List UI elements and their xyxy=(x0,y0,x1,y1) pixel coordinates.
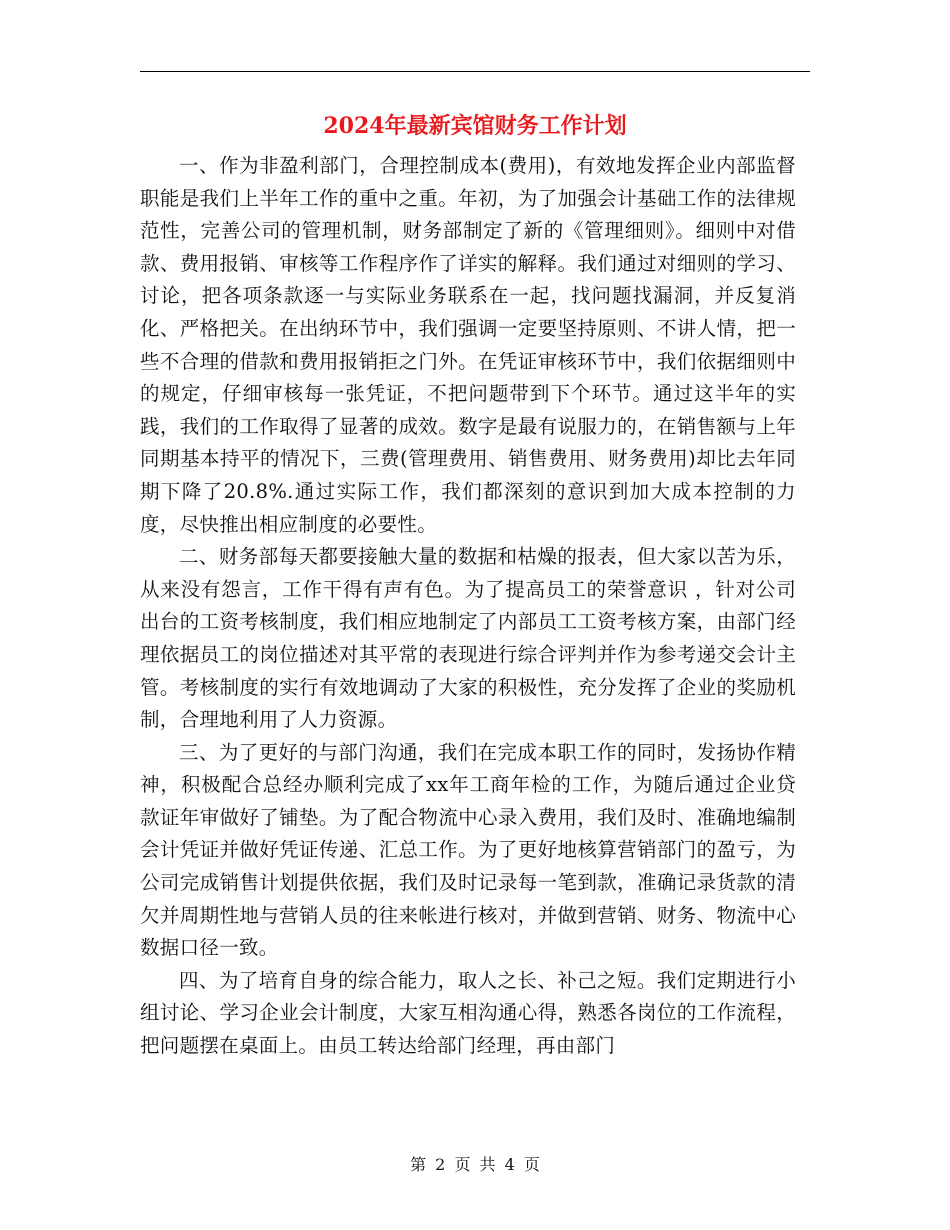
document-body xyxy=(140,150,796,1063)
header-rule xyxy=(140,71,810,72)
page-footer: 第 2 页 共 4 页 xyxy=(410,1155,540,1174)
paragraph-4: 四、为了培育自身的综合能力，取人之长、补己之短。我们定期进行小组讨论、学习企业会计制度，大家互相沟通心得，熟悉各岗位的工作流程，把问题摆在桌面上。由员工转达给部门经理，再由部门 xyxy=(140,968,796,1058)
paragraph-3: 三、为了更好的与部门沟通，我们在完成本职工作的同时，发扬协作精神，积极配合总经办顺利完成了xx年工商年检的工作，为随后通过企业贷款证年审做好了铺垫。为了配合物流中心录入费用，我们及时、准确地编制会计凭证并做好凭证传递、汇总工作。为了更好地核算营销部门的盈亏，为公司完成销售计划提供依据，我们及时记录每一笔到款，准确记录货款的清欠并周期性地与营销人员的往来帐进行核对，并做到营销、财务、物流中心数据口径一致。 xyxy=(140,740,796,960)
paragraph-1: 一、作为非盈利部门，合理控制成本(费用)，有效地发挥企业内部监督职能是我们上半年工作的重中之重。年初，为了加强会计基础工作的法律规范性，完善公司的管理机制，财务部制定了新的《管理细则》。细则中对借款、费用报销、审核等工作程序作了详实的解释。我们通过对细则的学习、讨论，把各项条款逐一与实际业务联系在一起，找问题找漏洞，并反复消化、严格把关。在出纳环节中，我们强调一定要坚持原则、不讲人情，把一些不合理的借款和费用报销拒之门外。在凭证审核环节中，我们依据细则中的规定，仔细审核每一张凭证，不把问题带到下个环节。通过这半年的实践，我们的工作取得了显著的成效。数字是最有说服力的，在销售额与上年同期基本持平的情况下，三费(管理费用、销售费用、财务费用)却比去年同期下降了20.8%.通过实际工作，我们都深刻的意识到加大成本控制的力度，尽快推出相应制度的必要性。 xyxy=(140,154,796,536)
paragraph-2: 二、财务部每天都要接触大量的数据和枯燥的报表，但大家以苦为乐，从来没有怨言，工作干得有声有色。为了提高员工的荣誉意识 ，针对公司出台的工资考核制度，我们相应地制定了内部员工工资考核方案，由部门经理依据员工的岗位描述对其平常的表现进行综合评判并作为参考递交会计主管。考核制度的实行有效地调动了大家的积极性，充分发挥了企业的奖励机制，合理地利用了人力资源。 xyxy=(140,545,796,732)
document-title: 2024年最新宾馆财务工作计划 xyxy=(323,113,627,139)
